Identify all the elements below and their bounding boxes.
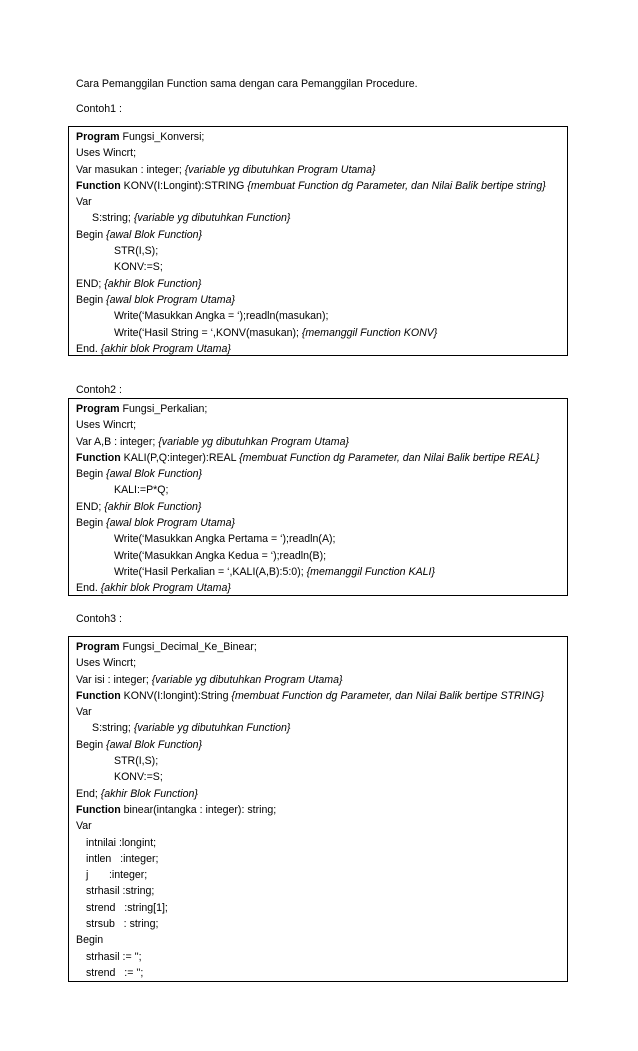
code-text: Begin (76, 293, 107, 306)
intro-text: Cara Pemanggilan Function sama dengan cara Pemanggilan Procedure. (76, 78, 418, 90)
code-line (76, 292, 567, 308)
code-line (76, 499, 567, 515)
code-comment: {awal blok Program Utama} (106, 517, 235, 530)
code-line (76, 786, 567, 802)
code-line (76, 932, 567, 948)
code-line (76, 129, 567, 145)
code-comment: {akhir Blok Function} (104, 277, 202, 290)
example-3-code-box (68, 636, 568, 982)
code-text: Var A,B : integer; (76, 435, 159, 448)
code-text: Uses Wincrt; (76, 147, 137, 160)
code-line (76, 818, 567, 834)
code-line (76, 162, 567, 178)
code-line (76, 259, 567, 275)
code-line (76, 655, 567, 671)
code-text: KALI(P,Q:integer):REAL (120, 451, 240, 464)
code-keyword: Program (76, 131, 120, 143)
code-keyword: Function (76, 179, 121, 192)
example-3-heading: Contoh3 : (76, 613, 122, 625)
code-text: End. (76, 582, 101, 595)
code-line (76, 949, 567, 965)
code-line (76, 580, 567, 596)
code-comment: {akhir Blok Function} (104, 500, 202, 513)
code-comment: {awal Blok Function} (106, 738, 203, 751)
code-text: S:string; (92, 212, 134, 225)
code-text: strsub : string; (86, 918, 159, 931)
code-text: strhasil := ''; (86, 950, 142, 963)
code-line (76, 639, 567, 655)
code-line (76, 916, 567, 932)
code-line (76, 704, 567, 720)
code-text: Var masukan : integer; (76, 163, 185, 176)
code-line (76, 515, 567, 531)
code-line (76, 308, 567, 324)
code-line (76, 482, 567, 498)
code-text: Var (76, 706, 92, 719)
code-text: END; (76, 277, 105, 290)
code-text: Uses Wincrt; (76, 419, 137, 432)
example-2-code-box (68, 398, 568, 596)
code-text: Begin (76, 738, 107, 751)
code-line (76, 753, 567, 769)
code-comment: {akhir blok Program Utama} (100, 342, 231, 355)
code-text: Begin (76, 468, 107, 481)
code-text: Var (76, 196, 92, 209)
code-text: Begin (76, 517, 107, 530)
code-text: Write(‘Masukkan Angka Kedua = ‘);readln(B); (114, 549, 327, 562)
code-comment: {variable yg dibutuhkan Program Utama} (151, 673, 343, 686)
code-line (76, 672, 567, 688)
code-comment: {variable yg dibutuhkan Program Utama} (184, 163, 376, 176)
code-comment: {membuat Function dg Parameter, dan Nilai Balik bertipe REAL} (239, 451, 540, 464)
code-text: KONV(I:longint):String (120, 689, 232, 702)
code-line (76, 341, 567, 357)
code-text: j :integer; (86, 869, 148, 882)
code-line (76, 450, 567, 466)
code-text: END; (76, 500, 105, 513)
code-text: Fungsi_Perkalian; (119, 403, 208, 415)
code-comment: {variable yg dibutuhkan Program Utama} (158, 435, 350, 448)
code-line (76, 851, 567, 867)
code-comment: {variable yg dibutuhkan Function} (133, 212, 291, 225)
code-line (76, 227, 567, 243)
code-line (76, 210, 567, 226)
code-text: Write(‘Masukkan Angka = ‘);readln(masukan); (114, 310, 329, 323)
code-text: strend :string[1]; (86, 901, 168, 914)
code-text: Write(‘Hasil Perkalian = ‘,KALI(A,B):5:0); (114, 565, 307, 578)
code-line (76, 417, 567, 433)
code-keyword: Function (76, 803, 121, 816)
code-text: strhasil :string; (86, 885, 155, 898)
code-line (76, 325, 567, 341)
code-text: Begin (76, 228, 107, 241)
code-line (76, 867, 567, 883)
code-line (76, 965, 567, 981)
code-text: KALI:=P*Q; (114, 484, 169, 497)
example-1-heading: Contoh1 : (76, 103, 122, 115)
code-text: Write(‘Masukkan Angka Pertama = ‘);readln(A); (114, 533, 336, 546)
code-comment: {akhir blok Program Utama} (100, 582, 231, 595)
code-text: STR(I,S); (114, 245, 159, 258)
code-text: KONV:=S; (114, 261, 163, 274)
code-comment: {memanggil Function KALI} (306, 565, 436, 578)
code-comment: {awal Blok Function} (106, 228, 203, 241)
code-line (76, 720, 567, 736)
code-text: Begin (76, 934, 104, 947)
code-line (76, 802, 567, 818)
code-comment: {awal Blok Function} (106, 468, 203, 481)
code-text: STR(I,S); (114, 755, 159, 768)
code-text: End; (76, 787, 101, 800)
code-text: Uses Wincrt; (76, 657, 137, 670)
code-line (76, 145, 567, 161)
code-text: strend := ''; (86, 966, 144, 979)
code-text: intnilai :longint; (86, 836, 157, 849)
code-text: Fungsi_Decimal_Ke_Binear; (119, 641, 257, 653)
code-keyword: Program (76, 403, 120, 415)
code-line (76, 531, 567, 547)
code-line (76, 900, 567, 916)
code-line (76, 194, 567, 210)
code-text: KONV:=S; (114, 771, 163, 784)
code-comment: {membuat Function dg Parameter, dan Nilai Balik bertipe STRING} (231, 689, 545, 702)
code-text: Var (76, 820, 92, 833)
code-line (76, 178, 567, 194)
code-line (76, 243, 567, 259)
code-line (76, 737, 567, 753)
code-text: KONV(I:Longint):STRING (120, 179, 248, 192)
code-line (76, 401, 567, 417)
code-text: intlen :integer; (86, 852, 159, 865)
code-line (76, 548, 567, 564)
code-line (76, 466, 567, 482)
code-line (76, 688, 567, 704)
code-text: End. (76, 342, 101, 355)
example-2-heading: Contoh2 : (76, 384, 122, 396)
code-line (76, 434, 567, 450)
code-keyword: Function (76, 689, 121, 702)
code-line (76, 276, 567, 292)
code-text: binear(intangka : integer): string; (120, 803, 277, 816)
code-line (76, 769, 567, 785)
code-line (76, 883, 567, 899)
code-keyword: Function (76, 451, 121, 464)
code-comment: {awal blok Program Utama} (106, 293, 235, 306)
code-comment: {variable yg dibutuhkan Function} (133, 722, 291, 735)
code-text: Fungsi_Konversi; (119, 131, 205, 143)
code-comment: {membuat Function dg Parameter, dan Nilai Balik bertipe string} (247, 179, 546, 192)
code-text: S:string; (92, 722, 134, 735)
code-comment: {akhir Blok Function} (100, 787, 198, 800)
code-line (76, 564, 567, 580)
code-line (76, 835, 567, 851)
code-text: Var isi : integer; (76, 673, 152, 686)
code-text: Write(‘Hasil String = ‘,KONV(masukan); (114, 326, 302, 339)
code-keyword: Program (76, 641, 120, 653)
example-1-code-box (68, 126, 568, 356)
code-comment: {memanggil Function KONV} (301, 326, 438, 339)
